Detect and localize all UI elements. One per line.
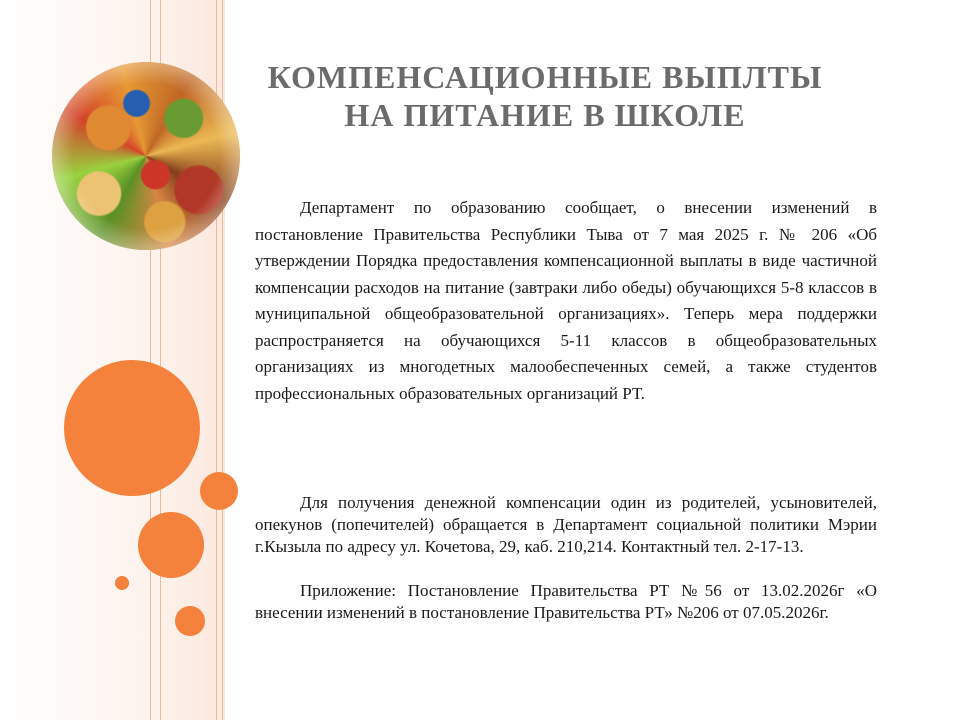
paragraph-announcement: Департамент по образованию сообщает, о внесении изменений в постановление Правительства Республики Тыва от 7 мая 2025 г. № 206 «Об утверждении Порядка предоставления компенсационной выплаты в виде частичной компенсации расходов на питание (завтраки либо обеды) обучающихся 5-8 классов в муниципальной общеобразовательной организациях». Теперь мера поддержки распространяется на обучающихся 5-11 классов в общеобразовательных организациях из многодетных малообеспеченных семей, а также студентов профессиональных образовательных организаций РТ. <box>255 198 877 403</box>
decor-circle <box>200 472 238 510</box>
title-line-2: НА ПИТАНИЕ В ШКОЛЕ <box>344 97 746 133</box>
paragraph-how-to-apply: Для получения денежной компенсации один из родителей, усыновителей, опекунов (попечителей) обращается в Департамент социальной политики Мэрии г.Кызыла по адресу ул. Кочетова, 29, каб. 210,214. Контактный тел. 2-17-13. <box>255 493 877 556</box>
paragraph-attachment: Приложение: Постановление Правительства РТ №56 от 13.02.2026г «О внесении изменений в постановление Правительства РТ» №206 от 07.05.2026г. <box>255 581 877 622</box>
title-line-1: КОМПЕНСАЦИОННЫЕ ВЫПЛТЫ <box>267 59 823 95</box>
decor-circle-large <box>64 360 200 496</box>
food-collage-image <box>52 62 240 250</box>
decor-circle <box>138 512 204 578</box>
page-title <box>240 58 850 134</box>
decor-circle <box>175 606 205 636</box>
decor-circle <box>115 576 129 590</box>
